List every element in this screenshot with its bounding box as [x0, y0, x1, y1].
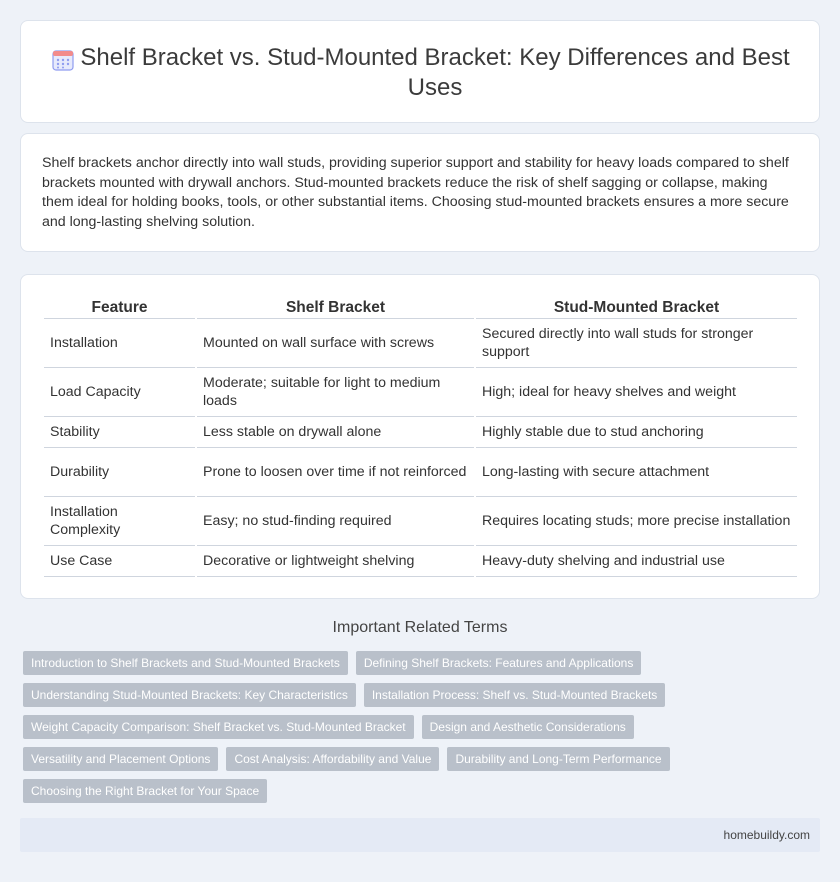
- table-row: [44, 417, 797, 448]
- related-term-tag[interactable]: Introduction to Shelf Brackets and Stud-Mounted Brackets: [23, 651, 348, 675]
- related-term-tag[interactable]: Installation Process: Shelf vs. Stud-Mounted Brackets: [364, 683, 665, 707]
- related-term-tag[interactable]: Durability and Long-Term Performance: [447, 747, 669, 771]
- table-cell-shelf: Decorative or lightweight shelving: [197, 546, 474, 577]
- related-term-tag[interactable]: Choosing the Right Bracket for Your Space: [23, 779, 267, 803]
- header-feature: Feature: [44, 295, 195, 319]
- table-header-row: [44, 295, 797, 319]
- related-term-tag[interactable]: Weight Capacity Comparison: Shelf Bracket vs. Stud-Mounted Bracket: [23, 715, 414, 739]
- footer: [20, 818, 820, 852]
- table-cell-shelf: Less stable on drywall alone: [197, 417, 474, 448]
- table-cell-stud: Highly stable due to stud anchoring: [476, 417, 797, 448]
- header-stud-mounted-bracket: Stud-Mounted Bracket: [476, 295, 797, 319]
- comparison-table: [42, 295, 799, 577]
- comparison-card: [20, 274, 820, 599]
- table-cell-shelf: Easy; no stud-finding required: [197, 497, 474, 546]
- table-cell-stud: Secured directly into wall studs for stronger support: [476, 319, 797, 368]
- table-row: [44, 546, 797, 577]
- table-cell-stud: Heavy-duty shelving and industrial use: [476, 546, 797, 577]
- table-row: [44, 448, 797, 497]
- intro-paragraph: Shelf brackets anchor directly into wall studs, providing superior support and stability for heavy loads compared to shelf brackets mounted with drywall anchors. Stud-mounted brackets reduce the risk of shelf sagging or collapse, making them ideal for holding books, tools, or other substantial items. Choosing stud-mounted brackets ensures a more secure and long-lasting shelving solution.: [42, 155, 789, 230]
- related-term-tag[interactable]: Cost Analysis: Affordability and Value: [226, 747, 439, 771]
- table-cell-shelf: Prone to loosen over time if not reinforced: [197, 448, 474, 497]
- table-cell-shelf: Mounted on wall surface with screws: [197, 319, 474, 368]
- table-cell-shelf: Moderate; suitable for light to medium loads: [197, 368, 474, 417]
- related-term-tag[interactable]: Defining Shelf Brackets: Features and Applications: [356, 651, 641, 675]
- table-cell-feature: Use Case: [44, 546, 195, 577]
- table-cell-feature: Stability: [44, 417, 195, 448]
- table-cell-stud: Long-lasting with secure attachment: [476, 448, 797, 497]
- related-term-tag[interactable]: Versatility and Placement Options: [23, 747, 218, 771]
- table-row: [44, 497, 797, 546]
- related-term-tag[interactable]: Understanding Stud-Mounted Brackets: Key Characteristics: [23, 683, 356, 707]
- table-cell-feature: Durability: [44, 448, 195, 497]
- table-row: [44, 368, 797, 417]
- table-cell-feature: Load Capacity: [44, 368, 195, 417]
- table-cell-stud: Requires locating studs; more precise installation: [476, 497, 797, 546]
- table-row: [44, 319, 797, 368]
- related-terms-title: Important Related Terms: [332, 619, 508, 636]
- table-cell-stud: High; ideal for heavy shelves and weight: [476, 368, 797, 417]
- related-terms-list: [23, 651, 803, 811]
- title-card: [20, 20, 820, 123]
- related-term-tag[interactable]: Design and Aesthetic Considerations: [422, 715, 634, 739]
- table-cell-feature: Installation Complexity: [44, 497, 195, 546]
- page-title: Shelf Bracket vs. Stud-Mounted Bracket: Key Differences and Best Uses: [80, 44, 790, 101]
- footer-site-name: homebuildy.com: [723, 828, 810, 842]
- intro-card: [20, 133, 820, 252]
- header-shelf-bracket: Shelf Bracket: [197, 295, 474, 319]
- table-cell-feature: Installation: [44, 319, 195, 368]
